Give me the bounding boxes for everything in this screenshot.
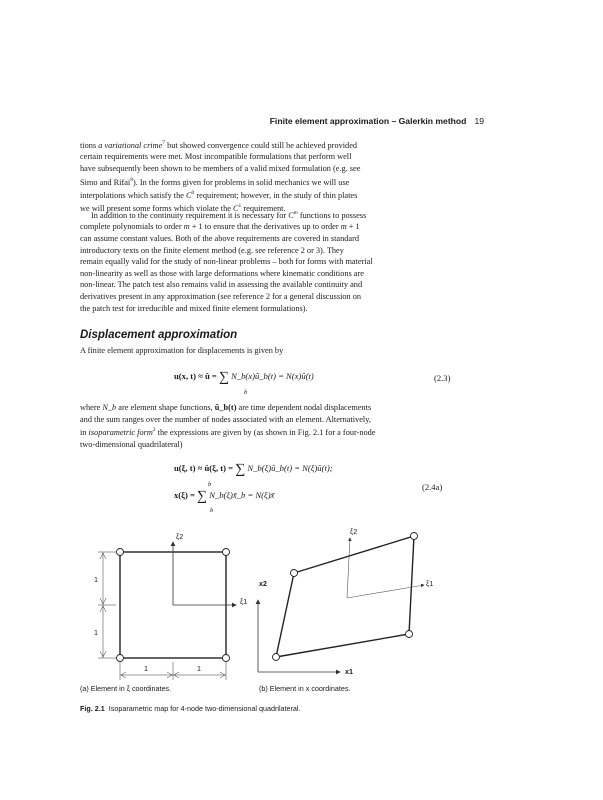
local-xi2 — [347, 538, 350, 598]
eq23-rhs: N_b(x)ũ_b(t) = N(x)ũ(t) — [231, 371, 314, 381]
p4-line-4: two-dimensional quadrilateral) — [80, 439, 183, 449]
figure-caption-text: Isoparametric map for 4-node two-dimensional quadrilateral. — [108, 704, 301, 713]
dim-h-right-label: 1 — [197, 664, 201, 673]
eq23-sum-index: b — [244, 389, 248, 396]
page-number: 19 — [474, 116, 484, 126]
equation-2-3 — [174, 370, 314, 386]
p2-line-5: remain equally valid for the study of non-linear problems – both for forms with material — [80, 257, 373, 267]
eq24a-line1-lhs: u(ξ, t) ≈ û(ξ, t) = — [174, 463, 236, 473]
p1-line-4: Simo and Rifai$^8$). In the forms given for problems in solid mechanics we will use — [80, 176, 350, 187]
running-title: Finite element approximation – Galerkin method — [269, 116, 467, 126]
node-4 — [291, 570, 298, 577]
eq24a-line2-lhs: x(ξ) = — [174, 490, 198, 500]
p2-line-8: derivatives present in any approximation (see reference 2 for a general discussion on — [80, 291, 362, 301]
paragraph-4 — [80, 402, 460, 450]
p1-line-2: certain requirements were met. Most incompatible formulations that perform well — [80, 152, 352, 162]
node-3 — [223, 549, 230, 556]
node-2 — [406, 631, 413, 638]
sum-symbol: ∑ — [235, 462, 246, 477]
eq24a-line2-rhs: N_b(ξ)x̃_b = N(ξ)x̃ — [209, 490, 275, 500]
right-panel-caption: (b) Element in x coordinates. — [259, 684, 351, 693]
p1-line-1: tions a variational crime$^7$ but showed convergence could still be achieved provided — [80, 140, 358, 150]
node-3 — [411, 533, 418, 540]
eq24a-line2-sum-index: b — [210, 507, 214, 514]
eq24a-number: (2.4a) — [422, 482, 443, 492]
p2-line-9: the patch test for irreducible and mixed finite element formulations). — [80, 303, 308, 313]
p2-line-7: non-linear. The patch test also remains valid in assessing the available continuity and — [80, 280, 363, 290]
mapped-quadrilateral — [276, 536, 414, 657]
p4-line-2: and the sum ranges over the number of nodes associated with an element. Alternatively, — [80, 414, 371, 424]
left-xi1-label: ξ1 — [240, 597, 248, 606]
p1-line-6: we will present some forms which violate the $C^1$ requirement. — [80, 203, 286, 214]
right-xi1-label: ξ1 — [426, 579, 434, 588]
figure-caption-label: Fig. 2.1 — [80, 704, 105, 713]
right-xi2-label: ξ2 — [350, 527, 358, 536]
paragraph-2 — [80, 208, 460, 314]
p2-line-6: non-linearity as well as those with large deformations where kinematic conditions are — [80, 268, 364, 278]
eq24a-line1-rhs: N_b(ξ)ũ_b(t) = N(ξ)ũ(t); — [247, 463, 333, 473]
sum-symbol: ∑ — [197, 489, 208, 504]
figure-caption — [80, 704, 301, 713]
equation-2-4a-line-1 — [174, 462, 333, 478]
running-header — [80, 116, 484, 126]
dim-v-top-label: 1 — [94, 575, 98, 584]
p4-line-1: where N_b are element shape functions, ũ_b(t) are time dependent nodal displacements — [80, 403, 372, 412]
p2-line-4: introductory texts on the finite element method (e.g. see reference 2 or 3). They — [80, 245, 344, 255]
p4-line-3: in isoparametric form$^2$ the expressions are given by (as shown in Fig. 2.1 for a four-node — [80, 427, 376, 437]
eq24a-line1-sum-index: b — [208, 481, 212, 488]
p1-line-5: interpolations which satisfy the $C^0$ requirement; however, in the study of thin plates — [80, 189, 358, 200]
equation-2-4a-line-2 — [174, 489, 274, 505]
x2-label: x2 — [259, 579, 267, 588]
p1-line-3: have subsequently been shown to be members of a valid mixed formulation (e.g. see — [80, 163, 361, 173]
dim-v-bottom-label: 1 — [94, 628, 98, 637]
p2-line-3: can assume constant values. Both of the above requirements are covered in standard — [80, 233, 359, 243]
eq23-number: (2.3) — [434, 373, 451, 383]
eq23-lhs: u(x, t) ≈ û = — [174, 371, 219, 381]
dim-h-left-label: 1 — [144, 664, 148, 673]
node-1 — [273, 654, 280, 661]
section-title: Displacement approximation — [80, 329, 238, 341]
left-panel-caption: (a) Element in ξ coordinates. — [80, 684, 172, 693]
node-2 — [223, 655, 230, 662]
square-element — [120, 552, 226, 658]
left-element — [98, 542, 236, 680]
x1-label: x1 — [345, 667, 353, 676]
sum-symbol: ∑ — [218, 370, 229, 385]
paragraph-1 — [80, 138, 460, 215]
right-element — [258, 533, 424, 673]
node-4 — [117, 549, 124, 556]
p2-line-2: complete polynomials to order m + 1 to ensure that the derivatives up to order m + 1 — [80, 222, 360, 232]
paragraph-3: A finite element approximation for displacements is given by — [80, 346, 284, 355]
left-xi2-label: ξ2 — [176, 532, 184, 541]
p2-line-1: In addition to the continuity requirement it is necessary for $C^m$ functions to possess — [91, 210, 367, 220]
node-1 — [117, 655, 124, 662]
local-xi1 — [347, 585, 424, 598]
